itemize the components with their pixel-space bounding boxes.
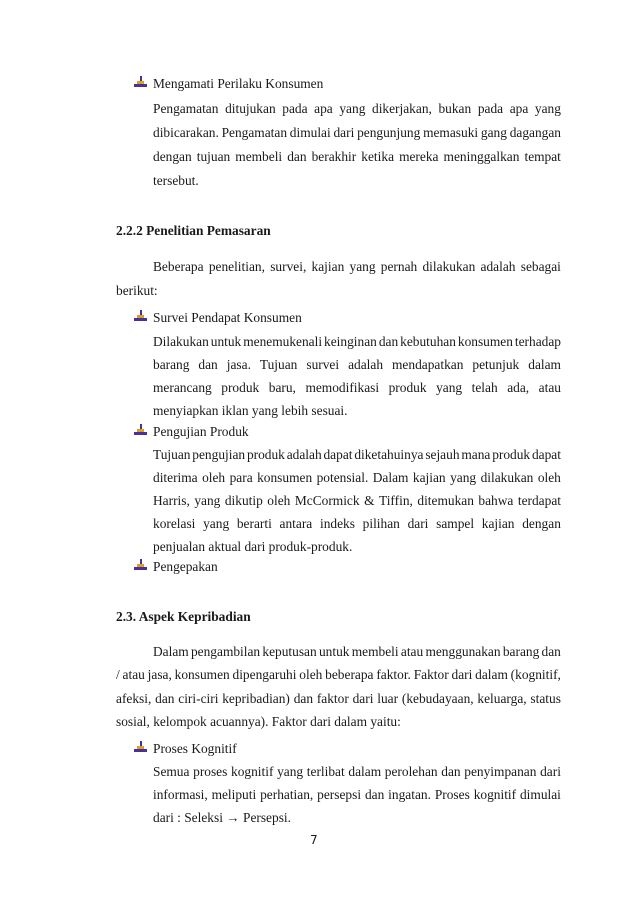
paragraph-line: Semua proses kognitif yang terlibat dalam perolehan dan penyimpanan dari [153,764,561,779]
paragraph-line: berikut: [116,283,158,298]
bullet-icon [134,310,147,322]
heading-2-3: 2.3. Aspek Kepribadian [116,609,251,624]
paragraph-line: / atau jasa, konsumen dipengaruhi oleh beberapa faktor. Faktor dari dalam (kognitif, [116,667,561,682]
paragraph-line: menyiapkan iklan yang lebih sesuai. [153,403,348,418]
heading-2-2-2: 2.2.2 Penelitian Pemasaran [116,223,271,238]
bullet-icon [134,424,147,436]
paragraph-line: Pengamatan ditujukan pada apa yang dikerjakan, bukan pada apa yang [153,101,561,116]
paragraph-line: dari : Seleksi → Persepsi. [153,810,291,825]
bullet-icon [134,741,147,753]
bullet-icon [134,76,147,88]
paragraph-line: sosial, kelompok acuannya). Faktor dari dalam yaitu: [116,714,401,729]
paragraph-line: Beberapa penelitian, survei, kajian yang pernah dilakukan adalah sebagai [153,259,561,274]
bullet-mengamati: Mengamati Perilaku Konsumen [153,76,324,91]
paragraph-line: Harris, yang dikutip oleh McCormick & Tiffin, ditemukan bahwa terdapat [153,493,561,508]
bullet-pengujian: Pengujian Produk [153,424,249,439]
bullet-icon [134,559,147,571]
paragraph-line: informasi, meliputi perhatian, persepsi dan ingatan. Proses kognitif dimulai [153,787,561,802]
paragraph-line: korelasi yang berarti antara indeks pilihan dari sampel kajian dengan [153,516,561,531]
paragraph-line: Dilakukan untuk menemukenali keinginan dan kebutuhan konsumen terhadap [153,334,561,349]
paragraph-line: tersebut. [153,173,199,188]
bullet-survei: Survei Pendapat Konsumen [153,310,302,325]
paragraph-line: penjualan aktual dari produk-produk. [153,539,353,554]
paragraph-line: Tujuan pengujian produk adalah dapat diketahuinya sejauh mana produk dapat [153,447,561,462]
paragraph-line: afeksi, dan ciri-ciri kepribadian) dan faktor dari luar (kebudayaan, keluarga, status [116,691,561,706]
paragraph-line: Dalam pengambilan keputusan untuk membeli atau menggunakan barang dan [153,644,561,659]
bullet-pengepakan: Pengepakan [153,559,218,574]
paragraph-line: dengan tujuan membeli dan berakhir ketika mereka meninggalkan tempat [153,149,561,164]
page-number: 7 [310,833,318,847]
paragraph-line: dibicarakan. Pengamatan dimulai dari pengunjung memasuki gang dagangan [153,125,561,140]
paragraph-line: barang dan jasa. Tujuan survei adalah mendapatkan petunjuk dalam [153,357,561,372]
paragraph-line: merancang produk baru, memodifikasi produk yang telah ada, atau [153,380,561,395]
bullet-proses-kognitif: Proses Kognitif [153,741,237,756]
paragraph-line: diterima oleh para konsumen potensial. Dalam kajian yang dilakukan oleh [153,470,561,485]
